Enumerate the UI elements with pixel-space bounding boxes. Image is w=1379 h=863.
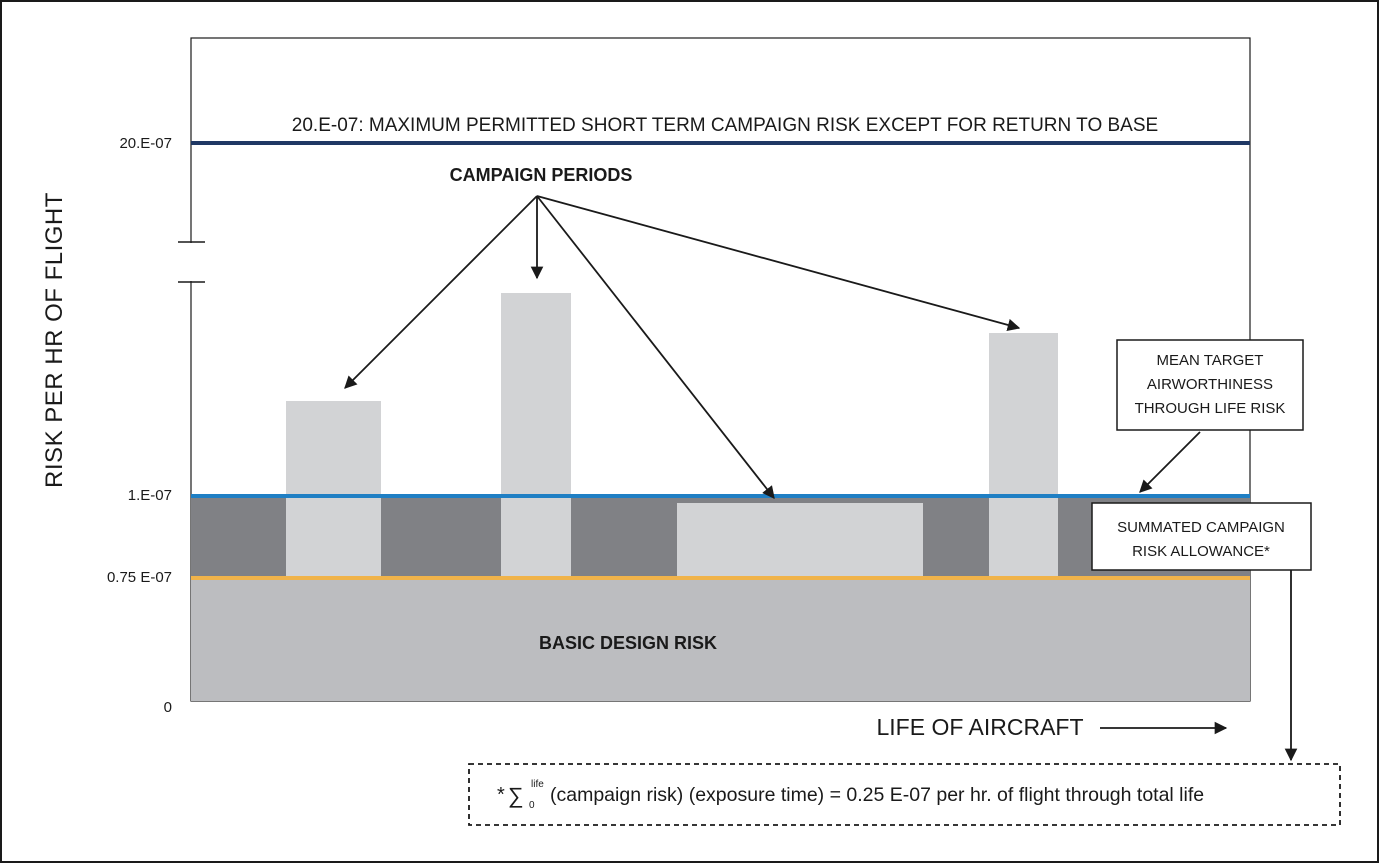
footnote-star: * <box>497 784 505 806</box>
summated-line-1: SUMMATED CAMPAIGN <box>1117 519 1285 536</box>
campaign-periods-label: CAMPAIGN PERIODS <box>449 165 633 185</box>
y-axis-label: RISK PER HR OF FLIGHT <box>41 192 68 488</box>
y-tick-1e07: 1.E-07 <box>127 487 172 504</box>
campaign-bar-4 <box>989 333 1058 578</box>
footnote-upper-limit: life <box>531 779 544 790</box>
x-axis-label: LIFE OF AIRCRAFT <box>876 714 1084 740</box>
basic-design-region <box>191 578 1250 701</box>
footnote-sigma: ∑ <box>508 783 524 808</box>
summated-line-2: RISK ALLOWANCE* <box>1132 543 1270 560</box>
max-line-label: 20.E-07: MAXIMUM PERMITTED SHORT TERM CAMPAIGN RISK EXCEPT FOR RETURN TO BASE <box>291 115 1159 136</box>
footnote-lower-limit: 0 <box>529 800 535 811</box>
y-tick-075e07: 0.75 E-07 <box>106 569 172 586</box>
mean-target-line-2: AIRWORTHINESS <box>1146 376 1274 393</box>
y-tick-20e07: 20.E-07 <box>119 135 172 152</box>
mean-target-line-1: MEAN TARGET <box>1156 352 1264 369</box>
campaign-bar-1 <box>286 401 381 578</box>
mean-target-line-3: THROUGH LIFE RISK <box>1134 400 1286 417</box>
footnote-text: (campaign risk) (exposure time) = 0.25 E-07 per hr. of flight through total life <box>550 784 1205 806</box>
y-tick-0: 0 <box>163 699 172 716</box>
campaign-bar-2 <box>501 293 571 578</box>
basic-design-label: BASIC DESIGN RISK <box>538 633 718 653</box>
campaign-bar-3 <box>677 503 923 578</box>
